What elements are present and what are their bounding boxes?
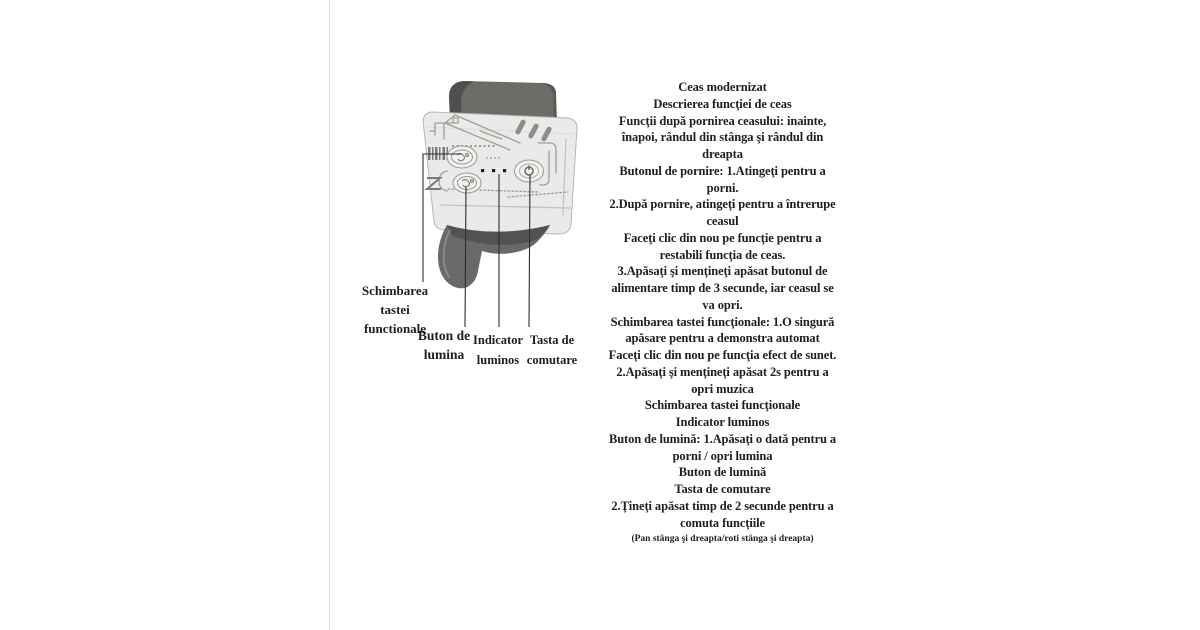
description-line: dreapta — [702, 147, 743, 161]
description-line: alimentare timp de 3 secunde, iar ceasul se — [611, 281, 834, 295]
description-line: Schimbarea tastei funcţionale: 1.O singură — [610, 314, 835, 329]
description-line: Faceţi clic din nou pe funcţie pentru a — [623, 230, 822, 245]
description-line: Indicator luminos — [675, 415, 770, 429]
callout-label-switch-key: Tasta de comutare — [526, 333, 578, 367]
description-line: înapoi, rândul din stânga şi rândul din — [621, 130, 824, 145]
light-button — [453, 173, 481, 193]
description-line: Descrierea funcţiei de ceas — [653, 96, 792, 111]
panel-divider-line — [329, 0, 330, 630]
function-key-button — [447, 146, 477, 168]
description-line: restabili funcţia de ceas. — [659, 247, 786, 262]
description-line: opri muzica — [691, 381, 754, 396]
description-line: ceasul — [706, 214, 739, 228]
description-line: 2.După pornire, atingeţi pentru a întrerupe — [609, 197, 836, 212]
description-line: 2.Apăsaţi şi menţineţi apăsat 2s pentru a — [616, 364, 829, 379]
callout-label-led-indicator: Indicator luminos — [473, 333, 523, 367]
description-block — [575, 79, 870, 546]
watch-face — [423, 112, 577, 234]
watch-strap-bottom — [438, 225, 550, 288]
callout-label-function-key: Schimbarea tastei functionale — [361, 283, 429, 336]
description-line: Ceas modernizat — [678, 80, 767, 94]
description-lines — [575, 79, 870, 531]
description-line: Tasta de comutare — [674, 482, 771, 496]
description-line: 3.Apăsaţi şi menţineţi apăsat butonul de — [617, 264, 828, 279]
description-line: apăsare pentru a demonstra automat — [625, 331, 820, 346]
description-line: Buton de lumină — [678, 465, 767, 480]
description-line: va opri. — [702, 297, 743, 312]
description-line: Funcţii după pornirea ceasului: inainte, — [618, 113, 827, 128]
power-button — [515, 160, 544, 182]
description-footnote: (Pan stânga şi dreapta/roti stânga şi dreapta) — [631, 534, 814, 545]
description-line: porni. — [706, 180, 739, 195]
description-line: comuta funcţiile — [680, 515, 765, 530]
description-line: porni / opri lumina — [672, 448, 773, 463]
callout-label-light-button: Buton de lumina — [417, 328, 471, 362]
description-line: Faceţi clic din nou pe funcţia efect de sunet. — [608, 348, 837, 362]
description-line: Butonul de pornire: 1.Atingeţi pentru a — [619, 163, 826, 178]
description-line: 2.Ţineţi apăsat timp de 2 secunde pentru a — [611, 498, 834, 513]
description-line: Schimbarea tastei funcţionale — [644, 398, 801, 413]
description-line: Buton de lumină: 1.Apăsaţi o dată pentru a — [608, 431, 837, 446]
